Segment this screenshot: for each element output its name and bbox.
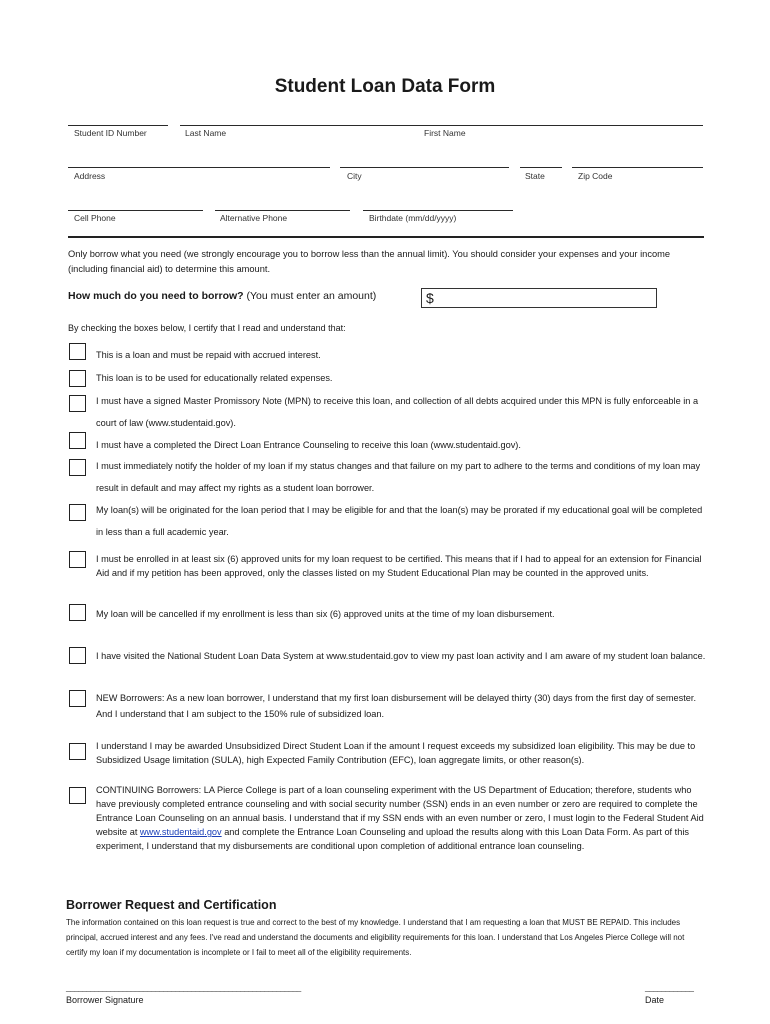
certification-text: The information contained on this loan request is true and correct to the best of my knowledge. I understand that I am requesting a loan that MUST BE REPAID. This includes principal, accrued interest and any fees. I've read and understand the documents and eligibility requirements for this loan. I understand that Los Angeles Pierce College will not certify my loan if my documentation is incomplete or I fail to meet all of the eligibility requirements. xyxy=(66,918,685,957)
name-line[interactable] xyxy=(180,125,703,126)
checkbox-2[interactable] xyxy=(69,370,86,387)
address-line[interactable] xyxy=(68,167,330,168)
item-12-text xyxy=(96,783,708,853)
address-label: Address xyxy=(74,171,106,181)
birthdate-line[interactable] xyxy=(363,210,513,211)
amount-input[interactable] xyxy=(421,288,657,308)
item-1-text: This is a loan and must be repaid with accrued interest. xyxy=(96,350,321,360)
item-4-text: I must have a completed the Direct Loan Entrance Counseling to receive this loan (www.studentaid.gov). xyxy=(96,440,521,450)
page-title: Student Loan Data Form xyxy=(274,76,496,97)
alt-phone-label: Alternative Phone xyxy=(220,213,288,223)
certify-intro: By checking the boxes below, I certify that I read and understand that: xyxy=(68,323,346,333)
cell-phone-line[interactable] xyxy=(68,210,203,211)
student-id-line[interactable] xyxy=(68,125,168,126)
date-label: Date xyxy=(645,995,665,1005)
state-label: State xyxy=(525,171,545,181)
checkbox-11[interactable] xyxy=(69,743,86,760)
birthdate-label: Birthdate (mm/dd/yyyy) xyxy=(369,213,457,223)
amount-question xyxy=(68,290,376,302)
checkbox-5[interactable] xyxy=(69,459,86,476)
item-2-text: This loan is to be used for educationally related expenses. xyxy=(96,373,333,383)
city-line[interactable] xyxy=(340,167,509,168)
item-9-text: I have visited the National Student Loan Data System at www.studentaid.gov to view my past loan activity and I am aware of my student loan balance. xyxy=(96,651,706,661)
item-5-text: I must immediately notify the holder of my loan if my status changes and that failure on my part to adhere to the terms and conditions of my loan may result in default and may affect my rights as a student loan borrower. xyxy=(96,461,701,493)
checkbox-12[interactable] xyxy=(69,787,86,804)
alt-phone-line[interactable] xyxy=(215,210,350,211)
checkbox-8[interactable] xyxy=(69,604,86,621)
checkbox-6[interactable] xyxy=(69,504,86,521)
item-6-text: My loan(s) will be originated for the loan period that I may be eligible for and that the loan(s) may be prorated if my educational goal will be completed in less than a full academic year. xyxy=(96,505,703,537)
checkbox-7[interactable] xyxy=(69,551,86,568)
checkbox-3[interactable] xyxy=(69,395,86,412)
checkbox-4[interactable] xyxy=(69,432,86,449)
zip-label: Zip Code xyxy=(578,171,613,181)
first-name-label: First Name xyxy=(424,128,466,138)
certification-heading: Borrower Request and Certification xyxy=(66,898,277,912)
checkbox-10[interactable] xyxy=(69,690,86,707)
zip-line[interactable] xyxy=(572,167,703,168)
signature-label: Borrower Signature xyxy=(66,995,144,1005)
student-id-label: Student ID Number xyxy=(74,128,147,138)
state-line[interactable] xyxy=(520,167,562,168)
studentaid-link[interactable]: www.studentaid.gov xyxy=(139,827,222,837)
city-label: City xyxy=(347,171,362,181)
amount-question-note: (You must enter an amount) xyxy=(246,290,377,302)
signature-line[interactable]: __________________________________________________________ xyxy=(66,983,301,992)
item-10-text: NEW Borrowers: As a new loan borrower, I understand that my first loan disbursement will be delayed thirty (30) days from the first day of semester. And I understand that I am subject to the 150% rule of subsidized loan. xyxy=(96,693,696,719)
section-divider xyxy=(68,236,704,238)
item-12-text-b: and complete the Entrance Loan Counseling and upload the results along with this Loan Data Form. As part of this experiment, I understand that my disbursements are conditional upon completion of additional entrance loan counseling. xyxy=(96,827,689,851)
checkbox-1[interactable] xyxy=(69,343,86,360)
checkbox-9[interactable] xyxy=(69,647,86,664)
dollar-sign: $ xyxy=(426,290,434,306)
item-7-text: I must be enrolled in at least six (6) approved units for my loan request to be certified. This means that if I had to appeal for an extension for Financial Aid and if my petition has been approved, only the classes listed on my Student Educational Plan may be counted in the approved units. xyxy=(96,554,702,578)
date-line[interactable]: ____________ xyxy=(645,983,694,992)
intro-text: Only borrow what you need (we strongly encourage you to borrow less than the annual limit). You should consider your expenses and your income (including financial aid) to determine this amount. xyxy=(68,249,671,274)
amount-question-bold: How much do you need to borrow? xyxy=(68,290,244,302)
item-8-text: My loan will be cancelled if my enrollment is less than six (6) approved units at the time of my loan disbursement. xyxy=(96,609,555,619)
last-name-label: Last Name xyxy=(185,128,227,138)
cell-phone-label: Cell Phone xyxy=(74,213,116,223)
item-11-text: I understand I may be awarded Unsubsidized Direct Student Loan if the amount I request exceeds my subsidized loan eligibility. This may be due to Subsidized Usage limitation (SULA), high Expected Family Contribution (EFC), loan aggregate limits, or other reason(s). xyxy=(96,741,696,765)
item-3-text: I must have a signed Master Promissory Note (MPN) to receive this loan, and collection of all debts acquired under this MPN is fully enforceable in a court of law (www.studentaid.gov). xyxy=(96,396,699,428)
item-12-text-a: CONTINUING Borrowers: LA Pierce College is part of a loan counseling experiment with the US Department of Education; therefore, students who have previously completed entrance counseling and with social security number (SSN) ends in an even number or zero are required to complete the Entrance Loan Counseling on an annual basis. I understand that if my SSN ends with an even number or zero, I must login to the Federal Student Aid website at xyxy=(96,785,704,837)
